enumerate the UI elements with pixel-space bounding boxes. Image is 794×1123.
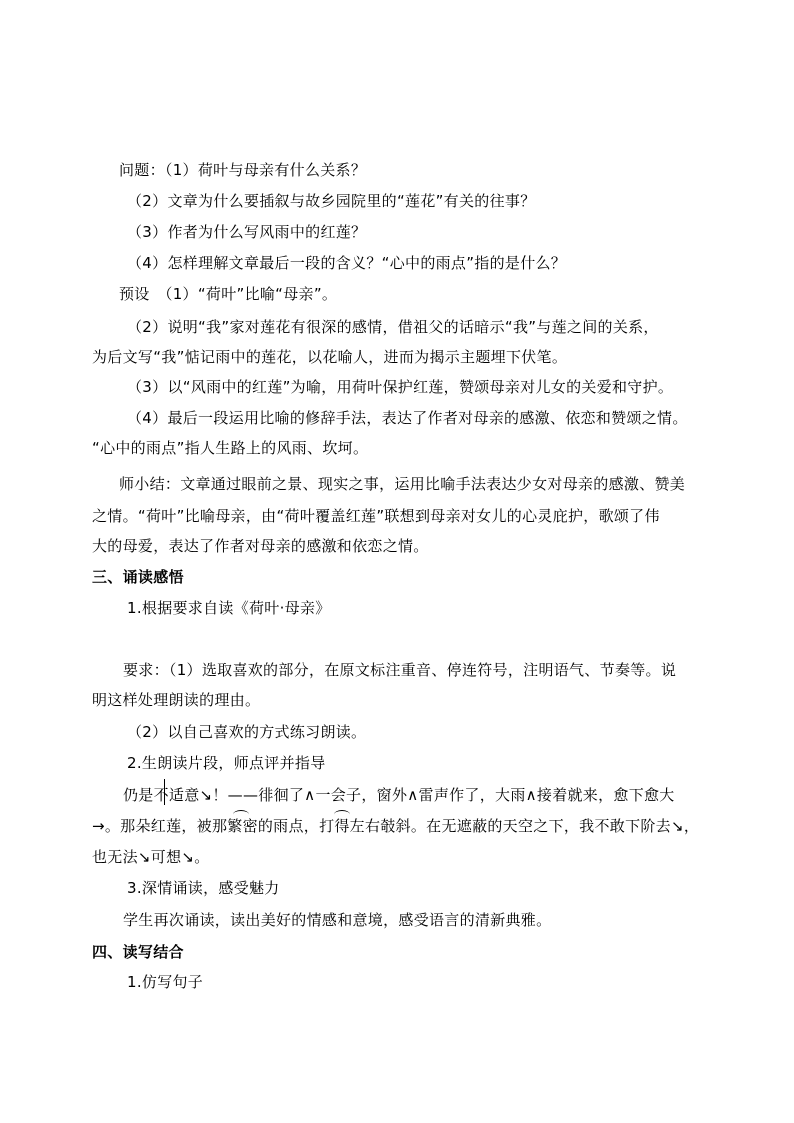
question-2: （2）文章为什么要插叙与故乡园院里的“莲花”有关的往事？: [127, 192, 536, 210]
reading-passage-line-2: →。那朵红莲，被那繁密的雨点，打得左右攲斜。在无遮蔽的天空之下，我不敢下阶去↘，: [92, 817, 700, 835]
preset-4-line-1: （4）最后一段运用比喻的修辞手法，表达了作者对母亲的感激、依恋和赞颂之情。: [127, 409, 688, 427]
summary-line-2: 之情。“荷叶”比喻母亲，由“荷叶覆盖红莲”联想到母亲对女儿的心灵庇护，歌颂了伟: [92, 507, 660, 525]
requirement-2: （2）以自己喜欢的方式练习朗读。: [127, 723, 367, 741]
preset-3: （3）以“风雨中的红莲”为喻，用荷叶保护红莲，赞颂母亲对儿女的关爱和守护。: [127, 378, 674, 396]
reading-passage-line-3: 也无法↘可想↘。: [92, 848, 210, 866]
requirement-line-2: 明这样处理朗读的理由。: [92, 691, 261, 709]
section-heading-4: 四、读写结合: [92, 943, 184, 961]
preset-2-line-1: （2）说明“我”家对莲花有很深的感情，借祖父的话暗示“我”与莲之间的关系，: [127, 318, 659, 336]
step-2: 2.生朗读片段，师点评并指导: [127, 754, 326, 772]
question-4: （4）怎样理解文章最后一段的含义？“心中的雨点”指的是什么？: [127, 254, 567, 272]
preset-1: 预设 （1）“荷叶”比喻“母亲”。: [119, 285, 338, 303]
question-intro: 问题：（1）荷叶与母亲有什么关系？: [119, 161, 367, 179]
section-heading-3: 三、诵读感悟: [92, 568, 184, 586]
reading-passage-line-1: 仍是不适意↘！——徘徊了∧一会子，窗外∧雷声作了，大雨∧接着就来，愈下愈大: [123, 786, 675, 804]
summary-line-3: 大的母爱，表达了作者对母亲的感激和依恋之情。: [92, 537, 429, 555]
step-1: 1.根据要求自读《荷叶·母亲》: [127, 599, 331, 617]
preset-4-line-2: “心中的雨点”指人生路上的风雨、坎坷。: [92, 439, 369, 457]
summary-line-1: 师小结：文章通过眼前之景、现实之事，运用比喻手法表达少女对母亲的感激、赞美: [119, 475, 686, 493]
step-3-text: 学生再次诵读，读出美好的情感和意境，感受语言的清新典雅。: [123, 911, 552, 929]
step-3: 3.深情诵读，感受魅力: [127, 879, 280, 897]
preset-2-line-2: 为后文写“我”惦记雨中的莲花，以花喻人，进而为揭示主题埋下伏笔。: [92, 348, 568, 366]
requirement-line-1: 要求：（1）选取喜欢的部分，在原文标注重音、停连符号，注明语气、节奏等。说: [123, 661, 677, 679]
question-3: （3）作者为什么写风雨中的红莲？: [127, 223, 367, 241]
writing-step-1: 1.仿写句子: [127, 973, 204, 991]
